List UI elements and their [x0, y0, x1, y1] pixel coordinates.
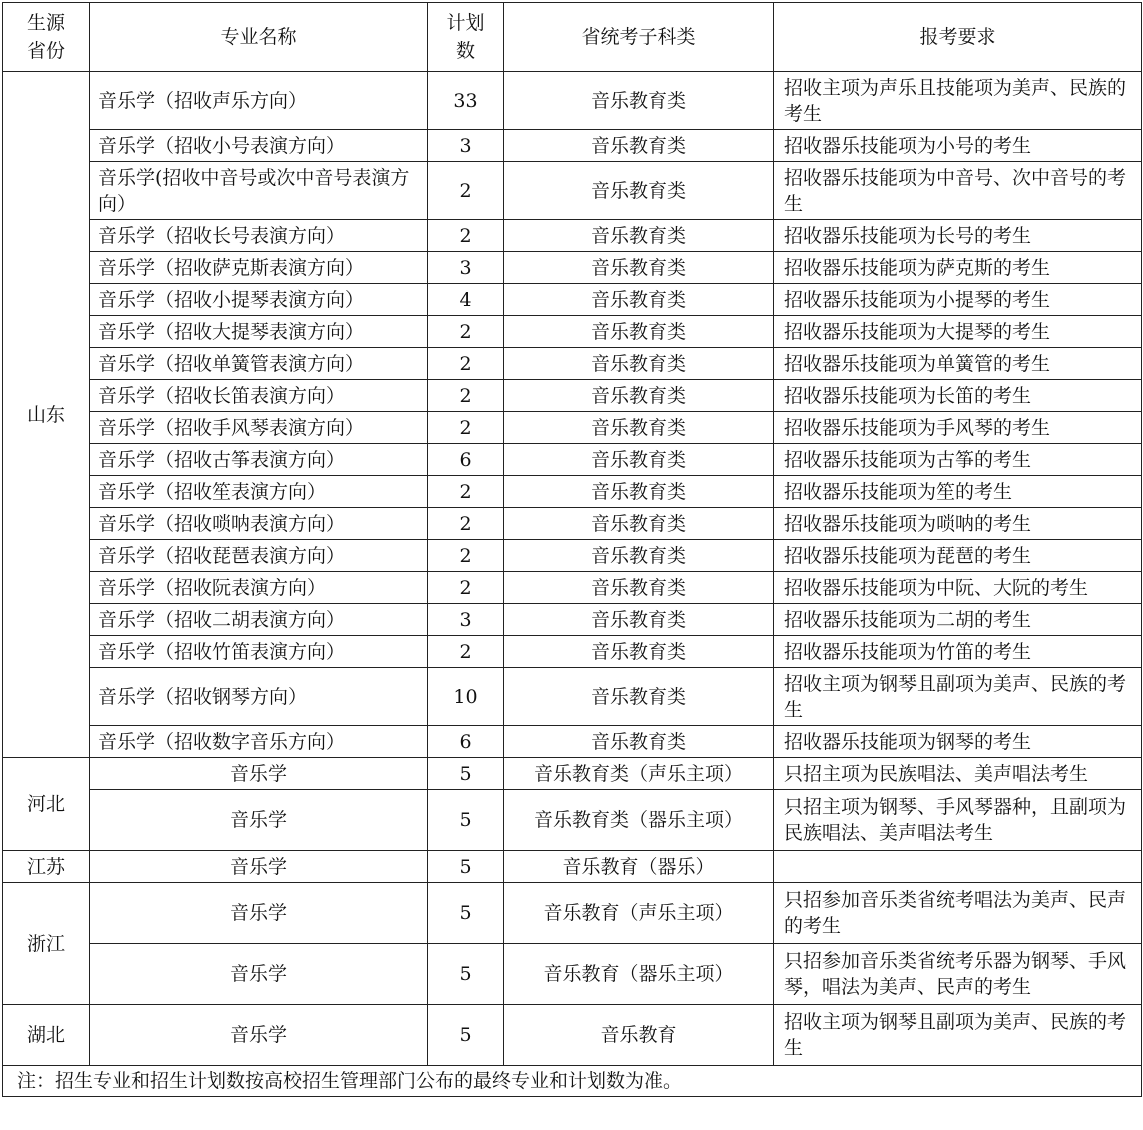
major-cell: 音乐学	[90, 944, 428, 1005]
count-cell: 2	[428, 636, 504, 668]
count-cell: 5	[428, 851, 504, 883]
count-cell: 10	[428, 668, 504, 726]
table-row	[3, 851, 1142, 883]
table-row	[3, 380, 1142, 412]
count-cell: 5	[428, 1005, 504, 1066]
requirement-cell: 招收器乐技能项为笙的考生	[774, 476, 1142, 508]
requirement-cell: 只招参加音乐类省统考唱法为美声、民声的考生	[774, 883, 1142, 944]
table-row	[3, 284, 1142, 316]
requirement-cell: 招收主项为钢琴且副项为美声、民族的考生	[774, 668, 1142, 726]
count-cell: 5	[428, 758, 504, 790]
requirement-cell: 招收器乐技能项为长笛的考生	[774, 380, 1142, 412]
major-cell: 音乐学（招收小号表演方向）	[90, 130, 428, 162]
count-cell: 3	[428, 604, 504, 636]
header-row	[3, 3, 1142, 72]
requirement-cell: 只招参加音乐类省统考乐器为钢琴、手风琴，唱法为美声、民声的考生	[774, 944, 1142, 1005]
category-cell: 音乐教育类	[504, 220, 774, 252]
category-cell: 音乐教育类	[504, 476, 774, 508]
major-cell: 音乐学（招收数字音乐方向）	[90, 726, 428, 758]
count-cell: 5	[428, 790, 504, 851]
count-cell: 5	[428, 944, 504, 1005]
major-cell: 音乐学（招收笙表演方向）	[90, 476, 428, 508]
major-cell: 音乐学（招收小提琴表演方向）	[90, 284, 428, 316]
major-cell: 音乐学（招收阮表演方向）	[90, 572, 428, 604]
requirement-cell: 招收器乐技能项为单簧管的考生	[774, 348, 1142, 380]
header-category: 省统考子科类	[504, 3, 774, 72]
category-cell: 音乐教育类（器乐主项）	[504, 790, 774, 851]
requirement-cell: 招收器乐技能项为竹笛的考生	[774, 636, 1142, 668]
table-row	[3, 72, 1142, 130]
major-cell: 音乐学（招收单簧管表演方向）	[90, 348, 428, 380]
major-cell: 音乐学（招收长号表演方向）	[90, 220, 428, 252]
province-cell: 湖北	[3, 1005, 90, 1066]
table-row	[3, 348, 1142, 380]
category-cell: 音乐教育类	[504, 444, 774, 476]
table-row	[3, 316, 1142, 348]
count-cell: 2	[428, 540, 504, 572]
header-major: 专业名称	[90, 3, 428, 72]
table-row	[3, 508, 1142, 540]
requirement-cell: 招收器乐技能项为大提琴的考生	[774, 316, 1142, 348]
category-cell: 音乐教育类（声乐主项）	[504, 758, 774, 790]
category-cell: 音乐教育类	[504, 572, 774, 604]
table-row	[3, 130, 1142, 162]
header-province: 生源省份	[3, 3, 90, 72]
requirement-cell: 招收器乐技能项为手风琴的考生	[774, 412, 1142, 444]
count-cell: 2	[428, 412, 504, 444]
table-row	[3, 1005, 1142, 1066]
major-cell: 音乐学（招收萨克斯表演方向）	[90, 252, 428, 284]
count-cell: 6	[428, 726, 504, 758]
table-row	[3, 668, 1142, 726]
table-row	[3, 540, 1142, 572]
category-cell: 音乐教育类	[504, 726, 774, 758]
requirement-cell: 招收器乐技能项为长号的考生	[774, 220, 1142, 252]
category-cell: 音乐教育类	[504, 508, 774, 540]
table-row	[3, 726, 1142, 758]
table-row	[3, 572, 1142, 604]
requirement-cell: 只招主项为钢琴、手风琴器种，且副项为民族唱法、美声唱法考生	[774, 790, 1142, 851]
count-cell: 33	[428, 72, 504, 130]
count-cell: 2	[428, 162, 504, 220]
province-cell: 山东	[3, 72, 90, 758]
count-cell: 5	[428, 883, 504, 944]
table-row	[3, 412, 1142, 444]
category-cell: 音乐教育类	[504, 604, 774, 636]
major-cell: 音乐学(招收中音号或次中音号表演方向）	[90, 162, 428, 220]
table-row	[3, 790, 1142, 851]
province-cell: 江苏	[3, 851, 90, 883]
requirement-cell: 招收器乐技能项为唢呐的考生	[774, 508, 1142, 540]
table-row	[3, 636, 1142, 668]
category-cell: 音乐教育类	[504, 252, 774, 284]
table-body	[3, 72, 1142, 1097]
count-cell: 3	[428, 130, 504, 162]
requirement-cell: 招收主项为声乐且技能项为美声、民族的考生	[774, 72, 1142, 130]
requirement-cell: 招收主项为钢琴且副项为美声、民族的考生	[774, 1005, 1142, 1066]
admission-plan-table	[2, 2, 1142, 1097]
table-row	[3, 162, 1142, 220]
table-row	[3, 220, 1142, 252]
province-cell: 浙江	[3, 883, 90, 1005]
count-cell: 2	[428, 316, 504, 348]
count-cell: 2	[428, 220, 504, 252]
count-cell: 4	[428, 284, 504, 316]
major-cell: 音乐学（招收大提琴表演方向）	[90, 316, 428, 348]
major-cell: 音乐学（招收长笛表演方向）	[90, 380, 428, 412]
requirement-cell: 招收器乐技能项为钢琴的考生	[774, 726, 1142, 758]
requirement-cell: 只招主项为民族唱法、美声唱法考生	[774, 758, 1142, 790]
category-cell: 音乐教育（声乐主项）	[504, 883, 774, 944]
major-cell: 音乐学（招收唢呐表演方向）	[90, 508, 428, 540]
requirement-cell: 招收器乐技能项为中音号、次中音号的考生	[774, 162, 1142, 220]
major-cell: 音乐学（招收声乐方向）	[90, 72, 428, 130]
table-row	[3, 604, 1142, 636]
province-cell: 河北	[3, 758, 90, 851]
count-cell: 2	[428, 508, 504, 540]
count-cell: 6	[428, 444, 504, 476]
requirement-cell: 招收器乐技能项为琵琶的考生	[774, 540, 1142, 572]
category-cell: 音乐教育类	[504, 412, 774, 444]
count-cell: 2	[428, 572, 504, 604]
header-requirement: 报考要求	[774, 3, 1142, 72]
count-cell: 3	[428, 252, 504, 284]
requirement-cell: 招收器乐技能项为小提琴的考生	[774, 284, 1142, 316]
major-cell: 音乐学（招收手风琴表演方向）	[90, 412, 428, 444]
table-row	[3, 476, 1142, 508]
major-cell: 音乐学	[90, 790, 428, 851]
major-cell: 音乐学（招收二胡表演方向）	[90, 604, 428, 636]
note-row	[3, 1066, 1142, 1097]
table-row	[3, 883, 1142, 944]
major-cell: 音乐学	[90, 883, 428, 944]
major-cell: 音乐学（招收古筝表演方向）	[90, 444, 428, 476]
table-row	[3, 944, 1142, 1005]
category-cell: 音乐教育类	[504, 348, 774, 380]
category-cell: 音乐教育类	[504, 380, 774, 412]
major-cell: 音乐学	[90, 1005, 428, 1066]
requirement-cell: 招收器乐技能项为古筝的考生	[774, 444, 1142, 476]
category-cell: 音乐教育类	[504, 668, 774, 726]
category-cell: 音乐教育（器乐主项）	[504, 944, 774, 1005]
category-cell: 音乐教育类	[504, 162, 774, 220]
table-row	[3, 444, 1142, 476]
category-cell: 音乐教育	[504, 1005, 774, 1066]
requirement-cell	[774, 851, 1142, 883]
count-cell: 2	[428, 476, 504, 508]
category-cell: 音乐教育类	[504, 316, 774, 348]
major-cell: 音乐学（招收琵琶表演方向）	[90, 540, 428, 572]
requirement-cell: 招收器乐技能项为萨克斯的考生	[774, 252, 1142, 284]
category-cell: 音乐教育类	[504, 284, 774, 316]
category-cell: 音乐教育类	[504, 540, 774, 572]
major-cell: 音乐学	[90, 851, 428, 883]
count-cell: 2	[428, 348, 504, 380]
table-row	[3, 758, 1142, 790]
requirement-cell: 招收器乐技能项为二胡的考生	[774, 604, 1142, 636]
major-cell: 音乐学	[90, 758, 428, 790]
header-plan: 计划数	[428, 3, 504, 72]
major-cell: 音乐学（招收钢琴方向）	[90, 668, 428, 726]
major-cell: 音乐学（招收竹笛表演方向）	[90, 636, 428, 668]
category-cell: 音乐教育类	[504, 130, 774, 162]
category-cell: 音乐教育（器乐）	[504, 851, 774, 883]
count-cell: 2	[428, 380, 504, 412]
footnote: 注：招生专业和招生计划数按高校招生管理部门公布的最终专业和计划数为准。	[3, 1066, 1142, 1097]
category-cell: 音乐教育类	[504, 72, 774, 130]
category-cell: 音乐教育类	[504, 636, 774, 668]
requirement-cell: 招收器乐技能项为中阮、大阮的考生	[774, 572, 1142, 604]
requirement-cell: 招收器乐技能项为小号的考生	[774, 130, 1142, 162]
table-row	[3, 252, 1142, 284]
